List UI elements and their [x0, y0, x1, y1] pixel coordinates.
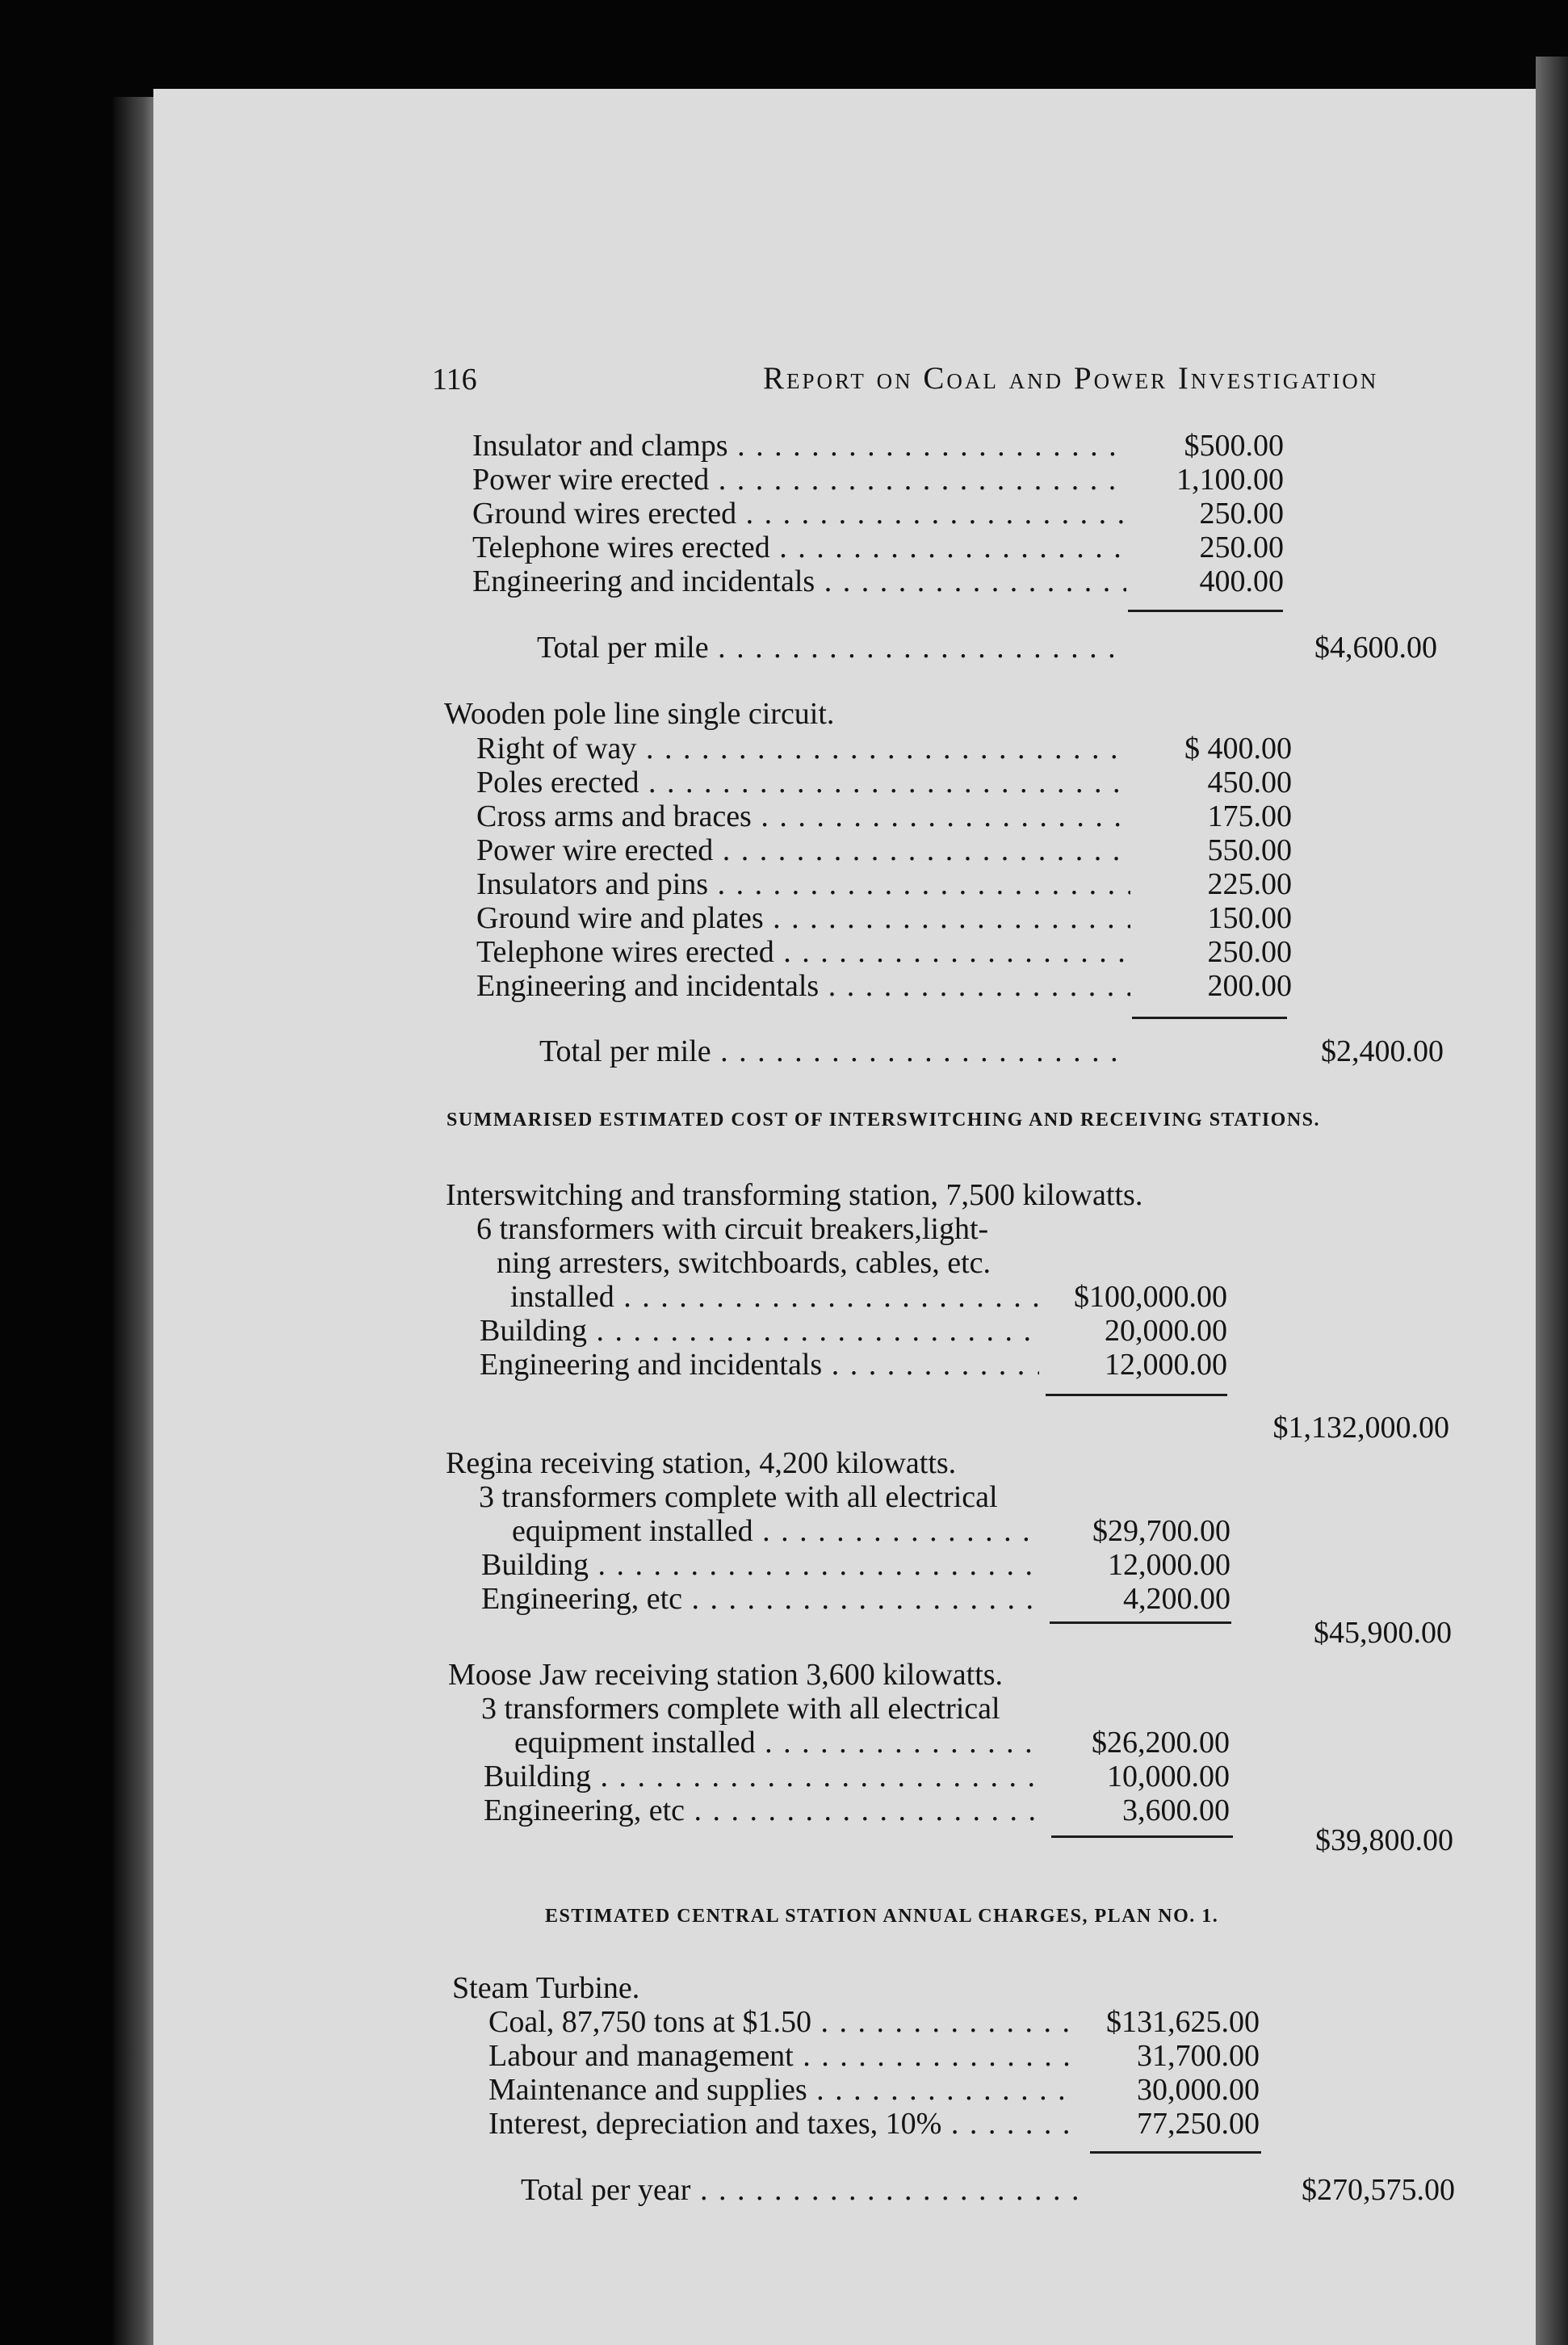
line-item	[472, 564, 1437, 599]
item-label: Ground wires erected . . .	[472, 496, 1126, 531]
item-amount: $ 400.00	[1184, 732, 1292, 766]
line-item	[480, 1347, 1368, 1382]
line-item	[481, 1581, 1369, 1617]
item-amount: 200.00	[1207, 969, 1292, 1003]
line-item	[512, 1513, 1400, 1549]
line-item	[476, 934, 1445, 970]
item-amount: 250.00	[1199, 531, 1284, 564]
interswitching-title: Interswitching and transforming station, 7,500 kilowatts.	[446, 1178, 1143, 1212]
line-item	[472, 530, 1437, 565]
moose-jaw-title: Moose Jaw receiving station 3,600 kilowatts.	[448, 1658, 1004, 1692]
item-label: Building . . .	[484, 1759, 1043, 1794]
item-label: Poles erected . . .	[476, 765, 1130, 800]
moose-jaw-desc-line1: 3 transformers complete with all electrical	[481, 1692, 1000, 1726]
total-row	[539, 1034, 1347, 1069]
total-value: $270,575.00	[1302, 2173, 1455, 2207]
line-item	[488, 2038, 1417, 2074]
line-item	[476, 731, 1445, 766]
item-amount: $500.00	[1184, 429, 1284, 463]
line-item	[488, 2072, 1417, 2108]
line-item	[510, 1279, 1398, 1315]
item-label: Telephone wires erected . . .	[472, 530, 1126, 565]
page-right-edge	[1536, 57, 1568, 2345]
item-label: Telephone wires erected . . .	[476, 934, 1130, 970]
subtotal-rule	[1132, 1017, 1287, 1019]
subtotal-rule	[1128, 610, 1283, 612]
item-amount: $100,000.00	[1074, 1280, 1227, 1314]
line-item	[472, 428, 1437, 464]
total-value: $45,900.00	[1314, 1616, 1452, 1650]
line-item	[484, 1759, 1372, 1794]
item-amount: 150.00	[1207, 901, 1292, 935]
document-page	[153, 89, 1536, 2345]
line-item	[476, 765, 1445, 800]
item-label: Power wire erected . . .	[472, 462, 1126, 497]
steam-turbine-title: Steam Turbine.	[452, 1971, 640, 2005]
item-amount: 225.00	[1207, 867, 1292, 901]
total-value: $39,800.00	[1315, 1823, 1453, 1857]
item-label: Coal, 87,750 tons at $1.50 . . .	[488, 2004, 1078, 2040]
total-label: Total per mile . . .	[537, 630, 1126, 665]
total-value: $4,600.00	[1314, 631, 1437, 665]
item-amount: 12,000.00	[1108, 1548, 1231, 1582]
item-amount: 1,100.00	[1176, 463, 1284, 497]
total-value: $1,132,000.00	[1272, 1411, 1449, 1445]
item-label: Ground wire and plates . . .	[476, 900, 1130, 936]
item-label: Maintenance and supplies . . .	[488, 2072, 1078, 2108]
line-item	[476, 833, 1445, 868]
line-item	[488, 2106, 1417, 2142]
item-label: Engineering, etc . . .	[484, 1793, 1043, 1828]
total-row	[537, 630, 1344, 665]
item-label: Engineering and incidentals . . .	[476, 968, 1130, 1004]
item-amount: 4,200.00	[1123, 1582, 1231, 1616]
line-item	[484, 1793, 1372, 1828]
subtotal-rule	[1050, 1621, 1231, 1624]
line-item	[480, 1313, 1368, 1349]
item-label: Right of way . . .	[476, 731, 1130, 766]
running-head-title: Report on Coal and Power Investigation	[763, 361, 1379, 396]
item-amount: 20,000.00	[1105, 1314, 1227, 1348]
item-amount: 250.00	[1199, 497, 1284, 531]
section-heading-annual-charges: ESTIMATED CENTRAL STATION ANNUAL CHARGES, PLAN NO. 1.	[545, 1906, 1219, 1927]
item-amount: 550.00	[1207, 833, 1292, 867]
wooden-line-title: Wooden pole line single circuit.	[444, 697, 835, 731]
total-label: Total per year . . .	[521, 2172, 1090, 2208]
line-item	[476, 968, 1445, 1004]
subtotal-rule	[1046, 1394, 1227, 1396]
item-label: Engineering and incidentals . . .	[480, 1347, 1039, 1382]
item-amount: 30,000.00	[1137, 2073, 1260, 2107]
item-label: Cross arms and braces . . .	[476, 799, 1130, 834]
interswitching-desc-line1: 6 transformers with circuit breakers,light-	[476, 1212, 989, 1246]
item-label: Labour and management . . .	[488, 2038, 1078, 2074]
item-label: Engineering and incidentals . . .	[472, 564, 1126, 599]
item-label: equipment installed . . .	[512, 1513, 1041, 1549]
line-item	[472, 462, 1437, 497]
line-item	[514, 1725, 1402, 1760]
item-label: installed . . .	[510, 1279, 1039, 1315]
item-amount: $131,625.00	[1106, 2005, 1260, 2039]
section-heading-stations: SUMMARISED ESTIMATED COST OF INTERSWITCHING AND RECEIVING STATIONS.	[447, 1110, 1321, 1131]
item-amount: 250.00	[1207, 935, 1292, 969]
interswitching-desc-line2: ning arresters, switchboards, cables, etc.	[497, 1246, 992, 1280]
line-item	[472, 496, 1437, 531]
line-item	[476, 900, 1445, 936]
line-item	[476, 799, 1445, 834]
total-value: $2,400.00	[1321, 1034, 1444, 1068]
item-amount: 175.00	[1207, 799, 1292, 833]
regina-desc-line1: 3 transformers complete with all electrical	[479, 1480, 998, 1514]
item-label: Interest, depreciation and taxes, 10% . . .	[488, 2106, 1078, 2142]
item-amount: 10,000.00	[1107, 1760, 1230, 1793]
total-row	[521, 2172, 1328, 2208]
item-amount: 31,700.00	[1137, 2039, 1260, 2073]
item-amount: 12,000.00	[1105, 1348, 1227, 1382]
item-amount: $29,700.00	[1092, 1514, 1231, 1548]
subtotal-rule	[1051, 1835, 1233, 1838]
item-label: Building . . .	[481, 1547, 1041, 1583]
subtotal-rule	[1090, 2151, 1261, 2154]
item-amount: $26,200.00	[1092, 1726, 1230, 1760]
item-amount: 450.00	[1207, 766, 1292, 799]
item-amount: 400.00	[1199, 564, 1284, 598]
item-label: Insulator and clamps . . .	[472, 428, 1126, 464]
total-label: Total per mile . . .	[539, 1034, 1129, 1069]
line-item	[488, 2004, 1417, 2040]
page-number: 116	[432, 363, 477, 396]
item-label: Engineering, etc . . .	[481, 1581, 1041, 1617]
regina-title: Regina receiving station, 4,200 kilowatts.	[446, 1446, 957, 1480]
line-item	[481, 1547, 1369, 1583]
line-item	[476, 866, 1445, 902]
item-amount: 3,600.00	[1122, 1793, 1230, 1827]
item-label: equipment installed . . .	[514, 1725, 1043, 1760]
item-label: Power wire erected . . .	[476, 833, 1130, 868]
item-label: Insulators and pins . . .	[476, 866, 1130, 902]
item-label: Building . . .	[480, 1313, 1039, 1349]
item-amount: 77,250.00	[1137, 2107, 1260, 2141]
